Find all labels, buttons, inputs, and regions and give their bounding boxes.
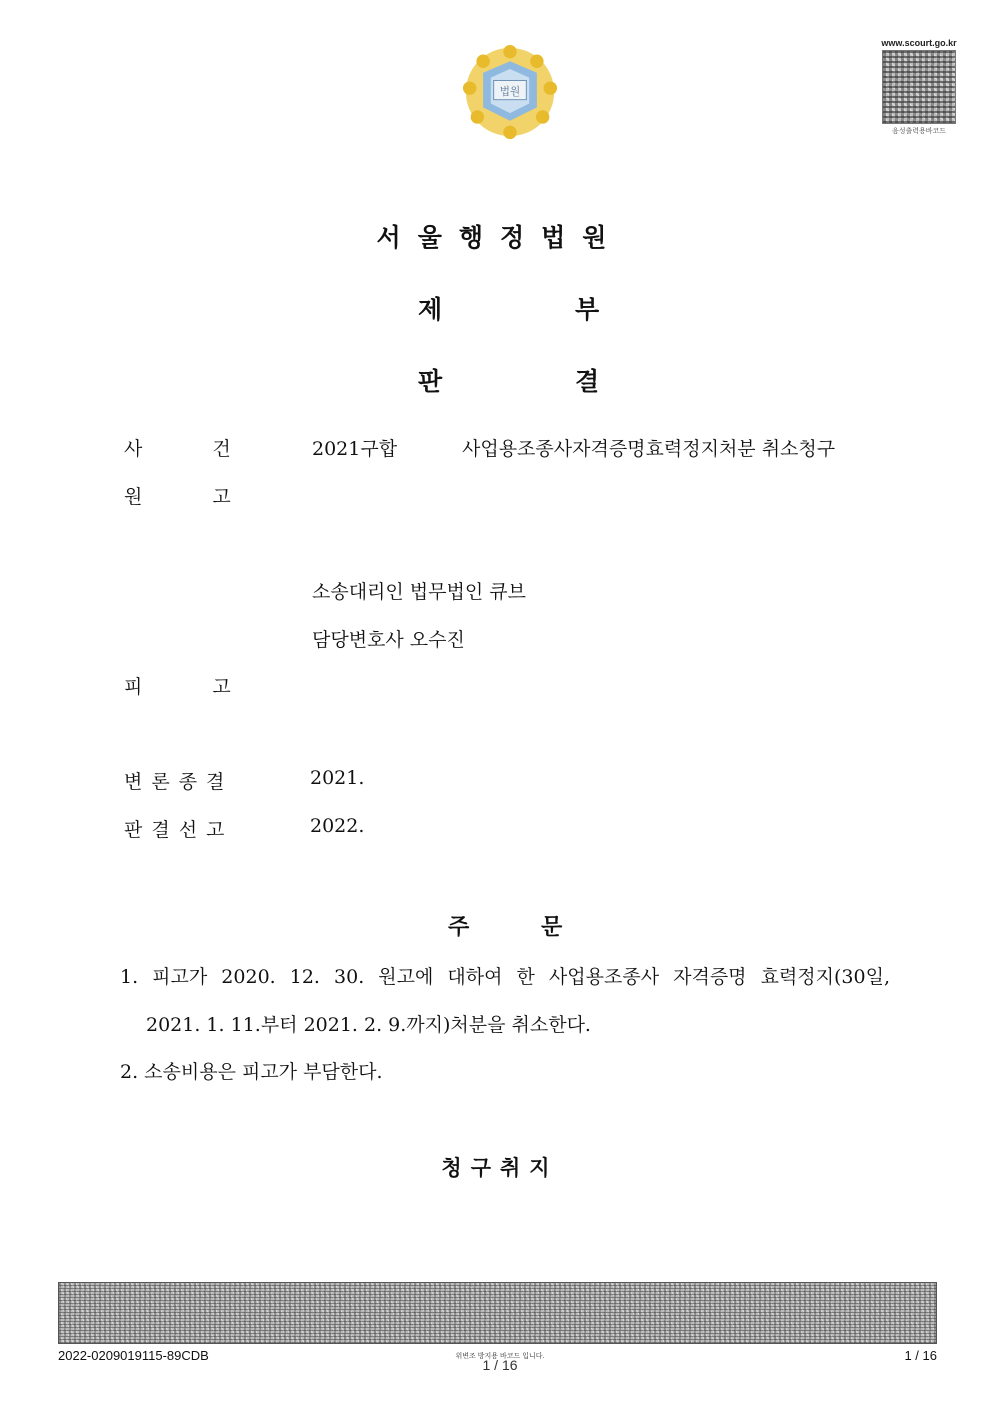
disposition-heading-char-1: 주	[448, 915, 470, 940]
court-emblem-logo	[462, 44, 558, 140]
page-number-center: 1 / 16	[482, 1357, 518, 1373]
judgment-title-char-1: 판	[418, 367, 443, 396]
qr-code	[882, 50, 956, 124]
case-label: 사 건	[124, 438, 231, 460]
defendant-label: 피 고	[124, 676, 231, 698]
emblem-text: 법원	[499, 85, 521, 98]
plaintiff-label: 원 고	[124, 486, 231, 508]
barcode-note: 위변조 방지용 바코드 입니다.	[455, 1353, 545, 1360]
case-number: 2021구합	[312, 438, 398, 460]
document-id: 2022-0209019115-89CDB	[58, 1348, 209, 1363]
counsel-line: 소송대리인 법무법인 큐브	[312, 581, 526, 603]
department-char-2: 부	[575, 295, 600, 324]
hearing-close-date: 2021.	[310, 767, 365, 789]
department-char-1: 제	[418, 295, 443, 324]
disposition-item-2: 2. 소송비용은 피고가 부담한다.	[120, 1061, 383, 1083]
qr-caption: 음성출력용바코드	[891, 128, 947, 135]
hearing-close-label: 변론종결	[124, 771, 234, 793]
disposition-item-1-line-1: 1. 피고가 2020. 12. 30. 원고에 대하여 한 사업용조종사 자격증명 효력정지(30일,	[120, 966, 890, 988]
claims-heading: 청구취지	[441, 1156, 559, 1180]
disposition-heading-char-2: 문	[541, 915, 563, 940]
decision-label: 판결선고	[124, 819, 234, 841]
page-number-right: 1 / 16	[904, 1348, 937, 1363]
decision-date: 2022.	[310, 815, 365, 837]
qr-block	[880, 38, 958, 136]
attorney-line: 담당변호사 오수진	[312, 629, 465, 651]
qr-url: www.scourt.go.kr	[881, 38, 957, 48]
court-name: 서울행정법원	[376, 223, 624, 252]
case-title: 사업용조종사자격증명효력정지처분 취소청구	[462, 438, 836, 460]
judgment-title-char-2: 결	[575, 367, 600, 396]
security-barcode	[58, 1282, 937, 1344]
disposition-item-1-line-2: 2021. 1. 11.부터 2021. 2. 9.까지)처분을 취소한다.	[146, 1014, 591, 1036]
